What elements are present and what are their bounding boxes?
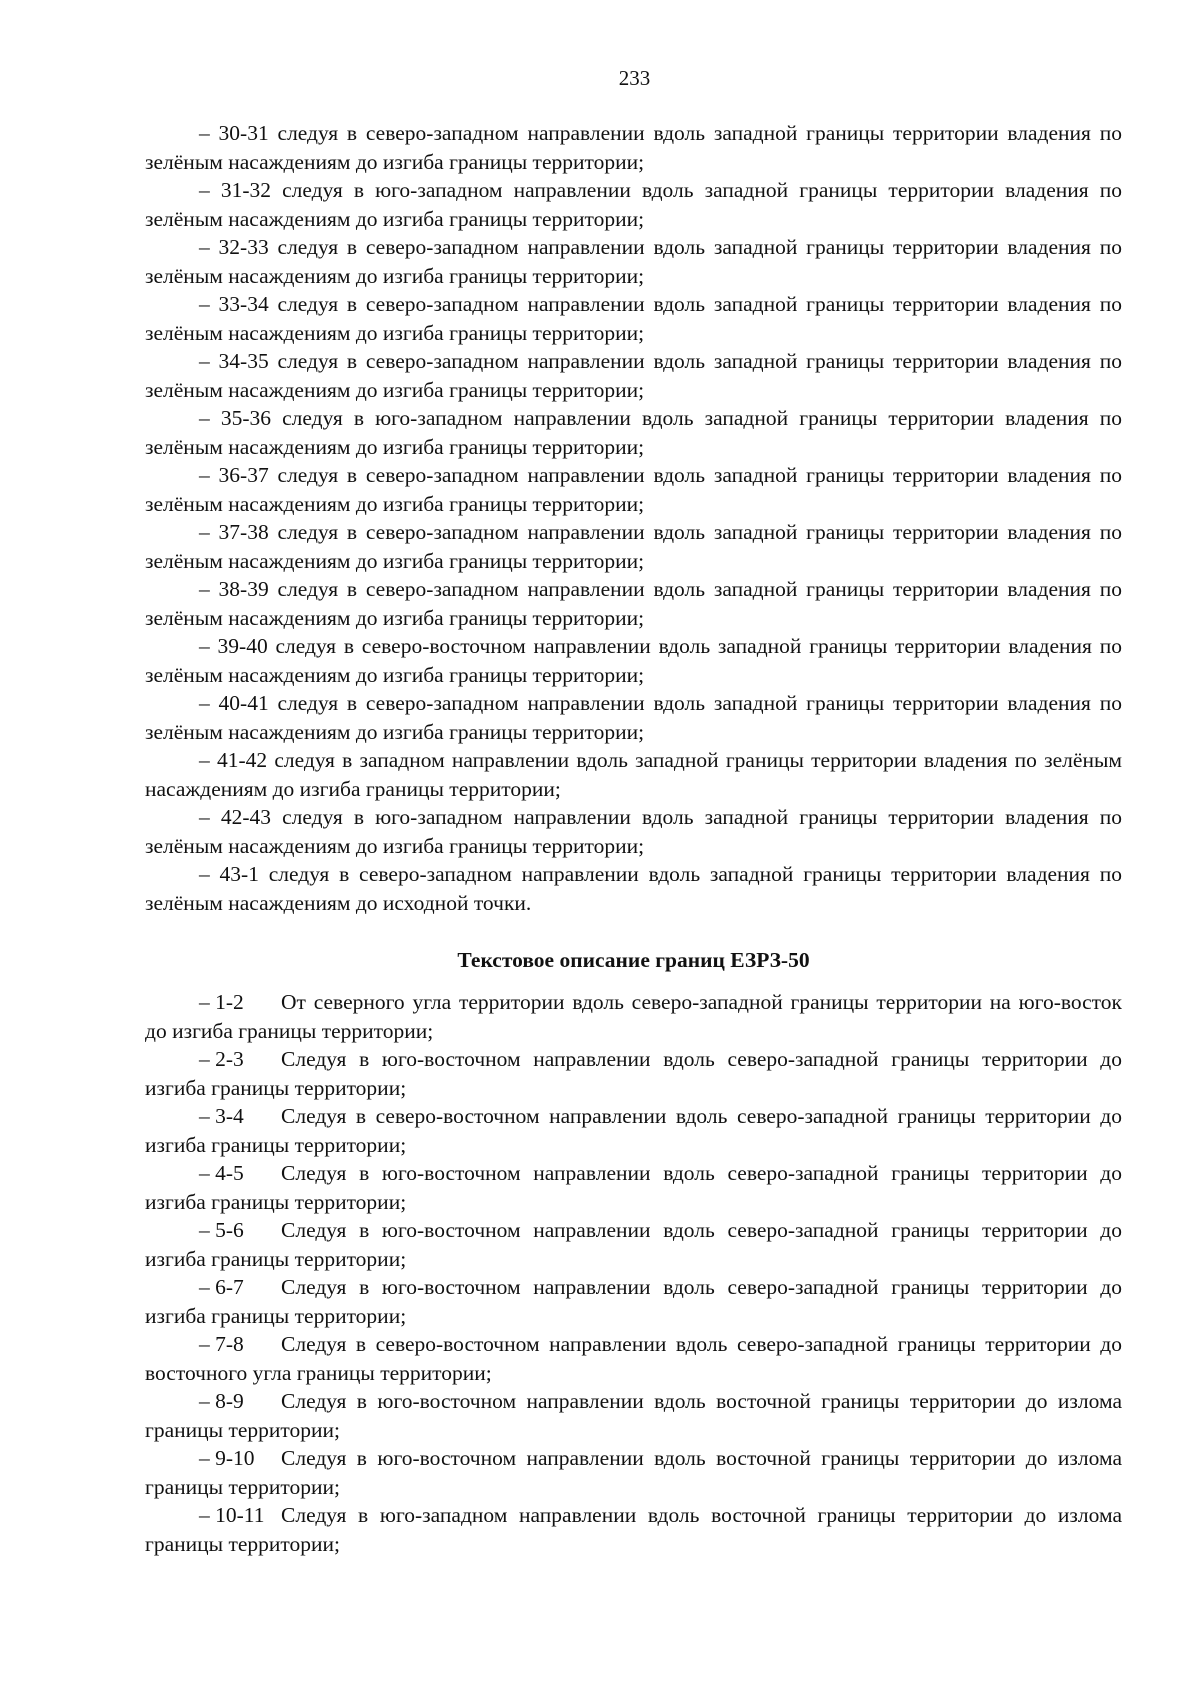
boundary-item: – 34-35 следуя в северо-западном направлении вдоль западной границы территории владения по зелёным насаждениям до изгиба границы территории;	[145, 349, 1122, 402]
boundary-item	[145, 1159, 1122, 1216]
boundary-item: – 39-40 следуя в северо-восточном направлении вдоль западной границы территории владения по зелёным насаждениям до изгиба границы территории;	[145, 634, 1122, 687]
boundary-item-text: От северного угла территории вдоль северо-западной границы территории на юго-восток до изгиба границы территории;	[145, 990, 1122, 1043]
boundary-item-text: Следуя в юго-восточном направлении вдоль северо-западной границы территории до изгиба границы территории;	[145, 1275, 1122, 1328]
boundary-item-text: Следуя в юго-восточном направлении вдоль восточной границы территории до излома границы территории;	[145, 1389, 1122, 1442]
boundary-item: – 43-1 следуя в северо-западном направлении вдоль западной границы территории владения по зелёным насаждениям до исходной точки.	[145, 862, 1122, 915]
boundary-item-number: – 2-3	[199, 1047, 244, 1071]
boundary-item-number: – 8-9	[199, 1389, 244, 1413]
boundary-item-number: – 1-2	[199, 990, 244, 1014]
boundary-item	[145, 1330, 1122, 1387]
boundary-item-number: – 5-6	[199, 1218, 244, 1242]
boundary-item	[145, 1216, 1122, 1273]
boundary-item-text: Следуя в юго-восточном направлении вдоль северо-западной границы территории до изгиба границы территории;	[145, 1161, 1122, 1214]
boundary-item	[145, 988, 1122, 1045]
boundary-item-text: Следуя в северо-восточном направлении вдоль северо-западной границы территории до изгиба границы территории;	[145, 1104, 1122, 1157]
boundary-item: – 35-36 следуя в юго-западном направлении вдоль западной границы территории владения по зелёным насаждениям до изгиба границы территории;	[145, 406, 1122, 459]
boundary-item-number: – 7-8	[199, 1332, 244, 1356]
boundary-item	[145, 1387, 1122, 1444]
boundary-item	[145, 1444, 1122, 1501]
boundary-item-text: Следуя в юго-восточном направлении вдоль восточной границы территории до излома границы территории;	[145, 1446, 1122, 1499]
boundary-description-list-2	[145, 988, 1122, 1558]
boundary-item: – 40-41 следуя в северо-западном направлении вдоль западной границы территории владения по зелёным насаждениям до изгиба границы территории;	[145, 691, 1122, 744]
boundary-item-number: – 9-10	[199, 1446, 255, 1470]
boundary-item	[145, 1501, 1122, 1558]
boundary-item	[145, 1102, 1122, 1159]
boundary-item: – 31-32 следуя в юго-западном направлении вдоль западной границы территории владения по зелёным насаждениям до изгиба границы территории;	[145, 178, 1122, 231]
section-heading: Текстовое описание границ ЕЗРЗ-50	[457, 948, 810, 972]
boundary-item	[145, 1273, 1122, 1330]
boundary-item-text: Следуя в северо-восточном направлении вдоль северо-западной границы территории до восточного угла границы территории;	[145, 1332, 1122, 1385]
boundary-item-text: Следуя в юго-западном направлении вдоль восточной границы территории до излома границы территории;	[145, 1503, 1122, 1556]
boundary-item-number: – 3-4	[199, 1104, 244, 1128]
boundary-item: – 33-34 следуя в северо-западном направлении вдоль западной границы территории владения по зелёным насаждениям до изгиба границы территории;	[145, 292, 1122, 345]
boundary-item: – 37-38 следуя в северо-западном направлении вдоль западной границы территории владения по зелёным насаждениям до изгиба границы территории;	[145, 520, 1122, 573]
boundary-item-text: Следуя в юго-восточном направлении вдоль северо-западной границы территории до изгиба границы территории;	[145, 1047, 1122, 1100]
boundary-item: – 41-42 следуя в западном направлении вдоль западной границы территории владения по зелёным насаждениям до изгиба границы территории;	[145, 748, 1122, 801]
boundary-item: – 38-39 следуя в северо-западном направлении вдоль западной границы территории владения по зелёным насаждениям до изгиба границы территории;	[145, 577, 1122, 630]
page-number: 233	[618, 66, 651, 90]
boundary-item	[145, 1045, 1122, 1102]
boundary-item-number: – 10-11	[199, 1503, 265, 1527]
boundary-item: – 32-33 следуя в северо-западном направлении вдоль западной границы территории владения по зелёным насаждениям до изгиба границы территории;	[145, 235, 1122, 288]
boundary-item: – 36-37 следуя в северо-западном направлении вдоль западной границы территории владения по зелёным насаждениям до изгиба границы территории;	[145, 463, 1122, 516]
boundary-item: – 30-31 следуя в северо-западном направлении вдоль западной границы территории владения по зелёным насаждениям до изгиба границы территории;	[145, 121, 1122, 174]
boundary-item-number: – 4-5	[199, 1161, 244, 1185]
boundary-item-text: Следуя в юго-восточном направлении вдоль северо-западной границы территории до изгиба границы территории;	[145, 1218, 1122, 1271]
boundary-item: – 42-43 следуя в юго-западном направлении вдоль западной границы территории владения по зелёным насаждениям до изгиба границы территории;	[145, 805, 1122, 858]
boundary-item-number: – 6-7	[199, 1275, 244, 1299]
boundary-description-list-1	[145, 119, 1122, 917]
